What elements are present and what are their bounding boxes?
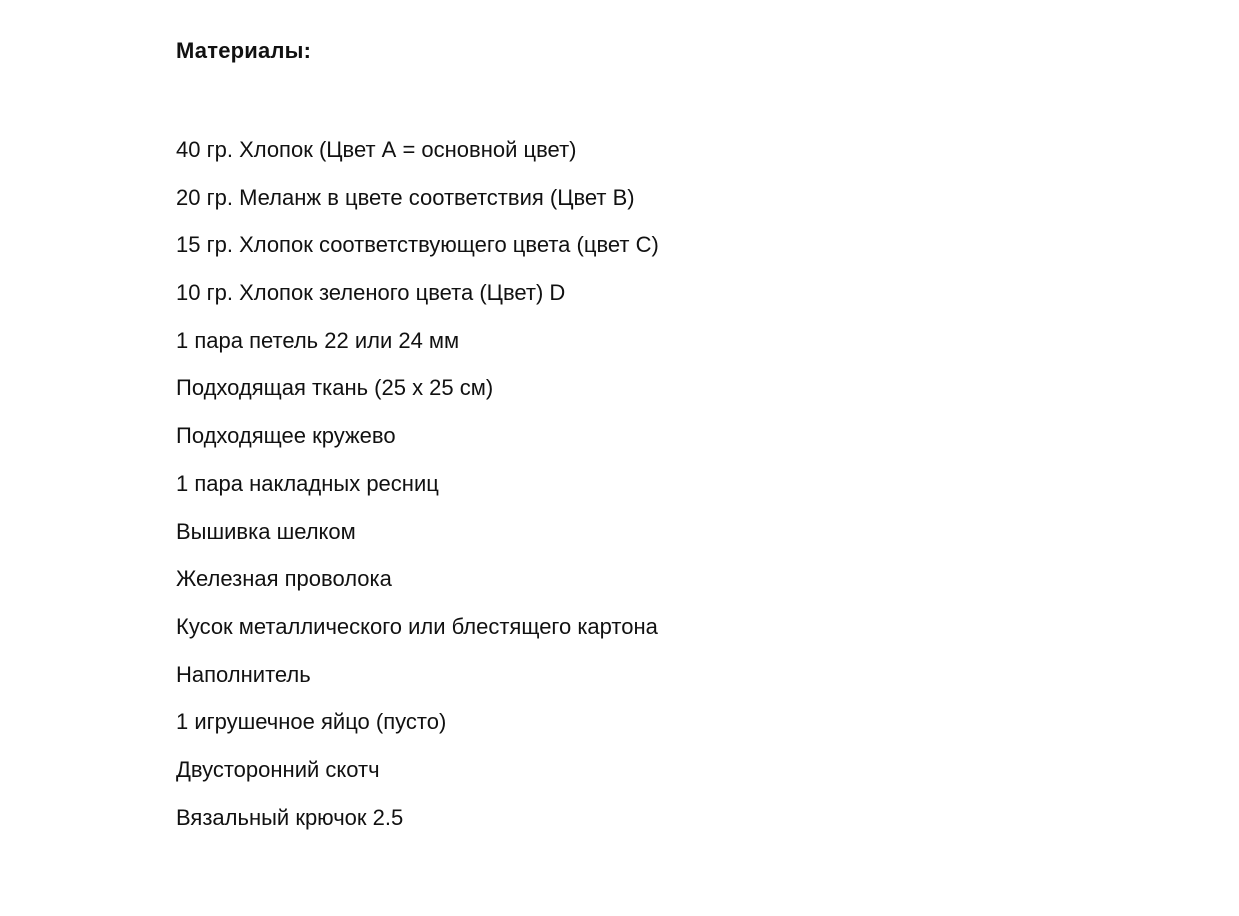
material-item: Вязальный крючок 2.5 [176,804,404,830]
material-item: 40 гр. Хлопок (Цвет А = основной цвет) [176,137,577,162]
material-item: Двусторонний скотч [176,756,380,782]
material-item: Железная проволока [176,566,392,592]
material-item: 1 пара петель 22 или 24 мм [176,327,460,353]
material-item: Кусок металлического или блестящего картона [176,613,658,639]
material-item: 1 игрушечное яйцо (пусто) [176,709,447,735]
materials-heading: Материалы: [176,38,312,63]
material-item: 15 гр. Хлопок соответствующего цвета (цвет С) [176,232,659,258]
material-item: 1 пара накладных ресниц [176,470,439,496]
material-item: Наполнитель [176,661,311,687]
material-item: 20 гр. Меланж в цвете соответствия (Цвет В) [176,184,635,210]
materials-list [176,134,659,849]
material-item: Подходящая ткань (25 х 25 см) [176,375,494,401]
material-item: Подходящее кружево [176,423,396,449]
material-item: 10 гр. Хлопок зеленого цвета (Цвет) D [176,280,566,306]
material-item: Вышивка шелком [176,518,356,544]
